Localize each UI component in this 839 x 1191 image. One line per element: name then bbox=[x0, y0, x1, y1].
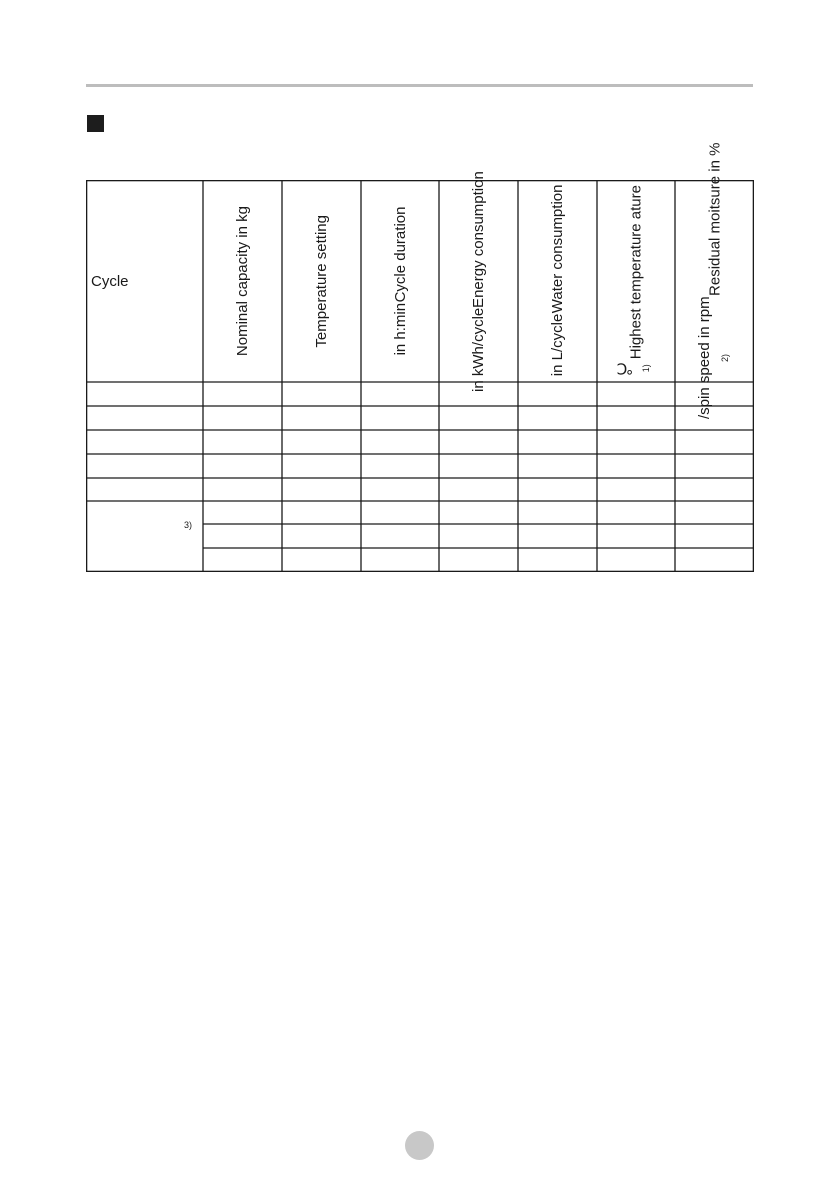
footnote-1: 1) bbox=[641, 364, 651, 373]
cycle-header: Cycle bbox=[91, 273, 129, 290]
section-marker-square bbox=[87, 115, 104, 132]
header-nominal-capacity: Nominal capacity in kg bbox=[234, 205, 251, 357]
header-cycle-duration: Cycle duration in h:min bbox=[391, 206, 409, 356]
top-rule bbox=[86, 84, 753, 87]
header-temperature-setting: Temperature setting bbox=[313, 214, 330, 348]
header-residual-moisture: Residual moitsure in % /spin speed in rpm 2) bbox=[675, 180, 754, 382]
header-energy-consumption: Energy consumption in kWh/cycle bbox=[470, 170, 487, 392]
footnote-3: 3) bbox=[184, 520, 193, 530]
header-highest-temperature: Highest temperature ature ℃ 1) bbox=[597, 180, 675, 382]
footnote-2: 2) bbox=[719, 353, 730, 362]
program-data-table bbox=[86, 143, 754, 572]
header-water-consumption: Water consumption in L/cycle bbox=[549, 185, 566, 377]
page-number-dot bbox=[405, 1131, 434, 1160]
